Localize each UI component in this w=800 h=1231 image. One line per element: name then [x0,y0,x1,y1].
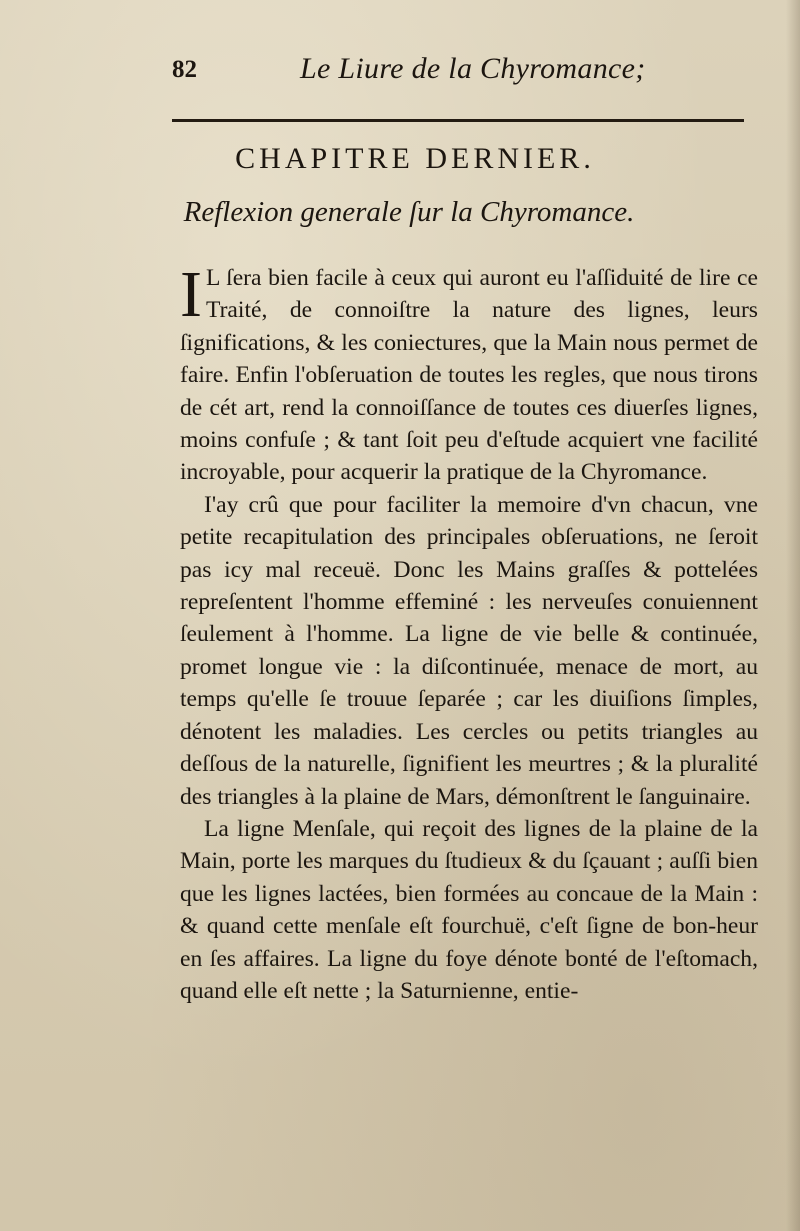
paragraph-3: La ligne Menſale, qui reçoit des lignes de la plaine de la Main, porte les marques du ſtudieux & du ſçauant ; auſſi bien que les lignes lactées, bien formées au concaue de la Main : & quand cette menſale eſt fourchuë, c'eſt ſigne de bon-heur en ſes affaires. La ligne du foye dénote bonté de l'eſtomach, quand elle eſt nette ; la Saturnienne, entie- [180,815,758,1004]
paragraph-2: I'ay crû que pour faciliter la memoire d'vn chacun, vne petite recapitulation des principales obſeruations, ne ſeroit pas icy mal receuë. Donc les Mains graſſes & pottelées repreſentent l'homme effeminé : les nerveuſes conuiennent ſeulement à l'homme. La ligne de vie belle & continuée, promet longue vie : la diſcontinuée, menace de mort, au temps qu'elle ſe trouue ſeparée ; car les diuiſions ſimples, dénotent les maladies. Les cercles ou petits triangles au deſſous de la naturelle, ſignifient les meurtres ; & la pluralité des triangles à la plaine de Mars, démonſtrent le ſanguinaire. [180,491,758,810]
chapter-subtitle: Reflexion generale ſur la Chyromance. [183,196,635,228]
chapter-title: CHAPITRE DERNIER. [235,142,595,175]
body-text [180,258,758,1007]
page-number: 82 [172,56,197,83]
page-header [172,52,752,92]
page-edge-shadow [786,0,800,1231]
running-title: Le Liure de la Chyromance; [300,52,646,85]
paragraph-1: IL ſera bien facile à ceux qui auront eu l'aſſiduité de lire ce Traité, de connoiſtre la nature des lignes, leurs ſignifications, & les coniectures, que la Main nous permet de faire. Enfin l'obſeruation de toutes les regles, que nous tirons de cét art, rend la connoiſſance de toutes ces diuerſes lignes, moins confuſe ; & tant ſoit peu d'eſtude acquiert vne facilité incroyable, pour acquerir la pratique de la Chyromance. [180,258,758,486]
header-rule [172,119,744,122]
